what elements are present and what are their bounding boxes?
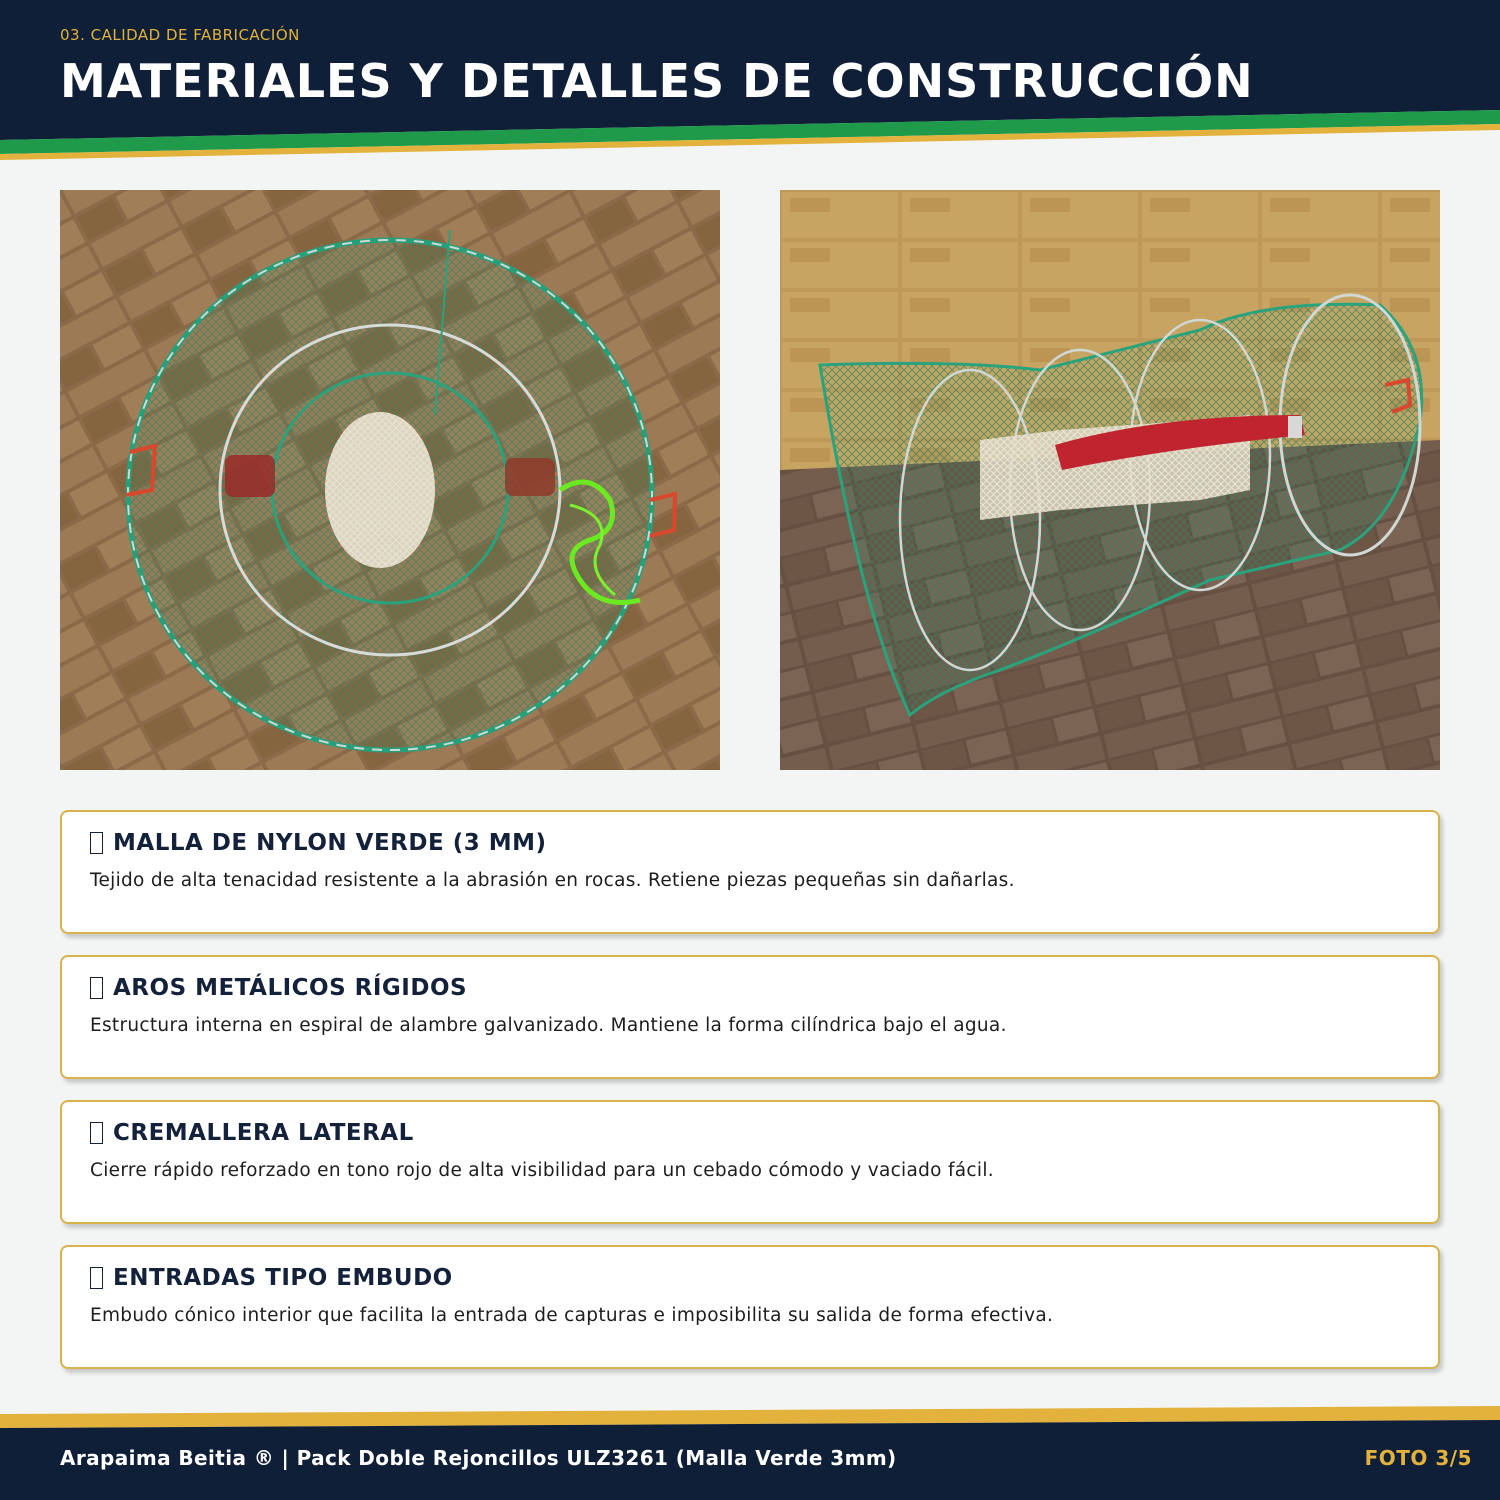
box-glyph-icon	[90, 1267, 103, 1289]
feature-title: AROS METÁLICOS RÍGIDOS	[113, 975, 468, 1001]
photo-counter: FOTO 3/5	[1364, 1446, 1472, 1470]
feature-description: Embudo cónico interior que facilita la entrada de capturas e imposibilita su salida de forma efectiva.	[90, 1305, 1054, 1326]
section-subtitle: 03. CALIDAD DE FABRICACIÓN	[60, 26, 300, 44]
feature-title: MALLA DE NYLON VERDE (3 MM)	[113, 830, 547, 856]
box-glyph-icon	[90, 832, 103, 854]
page-title: MATERIALES Y DETALLES DE CONSTRUCCIÓN	[60, 54, 1254, 108]
feature-description: Tejido de alta tenacidad resistente a la abrasión en rocas. Retiene piezas pequeñas sin dañarlas.	[90, 870, 1015, 891]
header-banner	[0, 0, 1500, 160]
feature-card-side-zipper	[60, 1100, 1440, 1224]
feature-title: CREMALLERA LATERAL	[113, 1120, 414, 1146]
photo-trap-side-view	[780, 190, 1440, 770]
feature-card-metal-rings	[60, 955, 1440, 1079]
feature-title: ENTRADAS TIPO EMBUDO	[113, 1265, 453, 1291]
feature-description: Estructura interna en espiral de alambre galvanizado. Mantiene la forma cilíndrica bajo el agua.	[90, 1015, 1007, 1036]
footer-product-text: Arapaima Beitia ® | Pack Doble Rejoncillos ULZ3261 (Malla Verde 3mm)	[60, 1446, 897, 1470]
box-glyph-icon	[90, 977, 103, 999]
box-glyph-icon	[90, 1122, 103, 1144]
feature-description: Cierre rápido reforzado en tono rojo de alta visibilidad para un cebado cómodo y vaciado fácil.	[90, 1160, 994, 1181]
feature-card-nylon-mesh	[60, 810, 1440, 934]
photo-trap-top-view	[60, 190, 720, 770]
feature-card-funnel-entries	[60, 1245, 1440, 1369]
